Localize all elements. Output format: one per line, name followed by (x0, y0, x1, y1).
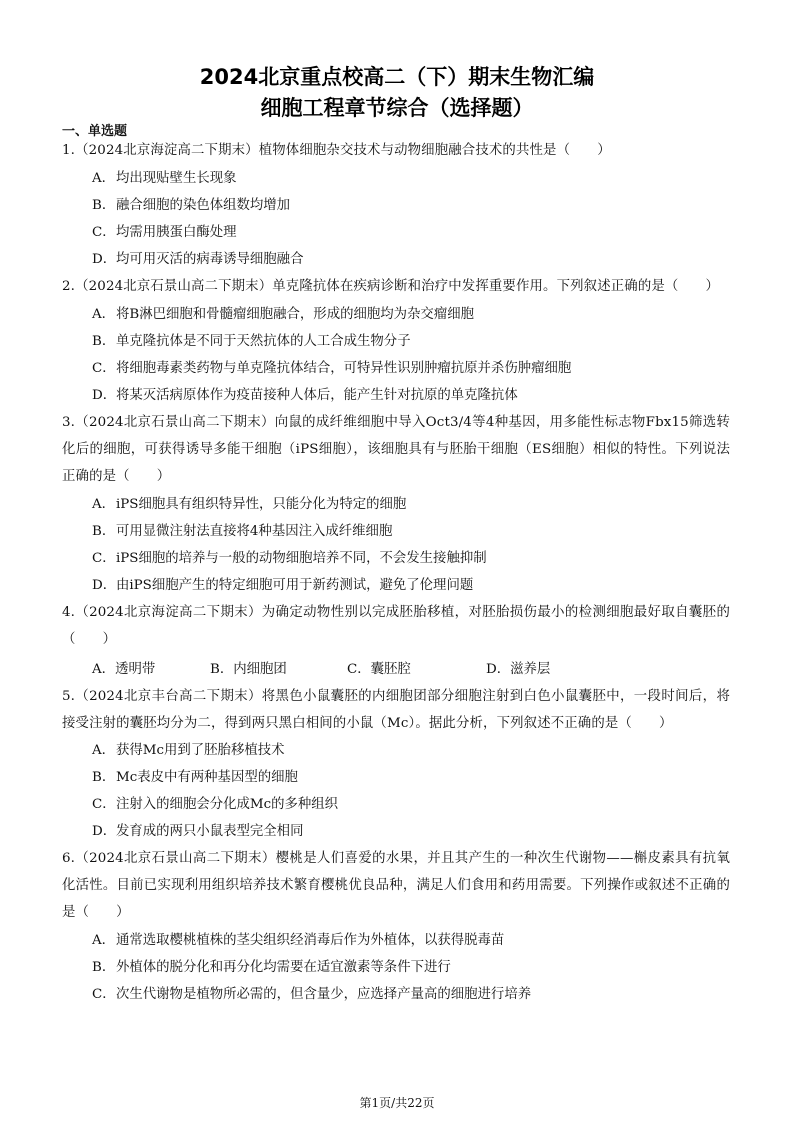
option-label: D． (92, 252, 117, 267)
option-text: 内细胞团 (233, 662, 287, 677)
option-text: 单克隆抗体是不同于天然抗体的人工合成生物分子 (116, 334, 411, 349)
option-text: 将B淋巴细胞和骨髓瘤细胞融合，形成的细胞均为杂交瘤细胞 (116, 307, 474, 322)
option-label: D． (92, 824, 117, 839)
option-text: 可用显微注射法直接将4种基因注入成纤维细胞 (116, 524, 393, 539)
question-3-option-b (92, 522, 732, 542)
question-5-stem: 5.（2024北京丰台高二下期末）将黑色小鼠囊胚的内细胞团部分细胞注射到白色小鼠囊胚中，一段时间后，将接受注射的囊胚均分为二，得到两只黑白相间的小鼠（Mc）。据此分析，下列叙述不正确的是（ ） (62, 689, 730, 731)
option-text: 由iPS细胞产生的特定细胞可用于新药测试，避免了伦理问题 (116, 578, 474, 593)
option-label: B． (210, 662, 234, 677)
question-5-option-b (92, 768, 732, 788)
option-label: A． (92, 743, 116, 758)
option-text: 次生代谢物是植物所必需的，但含量少，应选择产量高的细胞进行培养 (116, 987, 532, 1002)
option-text: 均出现贴壁生长现象 (116, 171, 237, 186)
question-1-stem: 1.（2024北京海淀高二下期末）植物体细胞杂交技术与动物细胞融合技术的共性是（ ） (62, 143, 611, 158)
option-text: 获得Mc用到了胚胎移植技术 (116, 743, 285, 758)
option-label: B． (92, 524, 116, 539)
option-label: A． (92, 497, 116, 512)
question-4-option-b (210, 660, 287, 680)
option-label: C． (92, 797, 116, 812)
question-2-option-c (92, 359, 732, 379)
option-label: A． (92, 662, 116, 677)
option-text: 将细胞毒素类药物与单克隆抗体结合，可特异性识别肿瘤抗原并杀伤肿瘤细胞 (116, 361, 572, 376)
option-text: 均可用灭活的病毒诱导细胞融合 (116, 252, 304, 267)
option-text: iPS细胞具有组织特异性，只能分化为特定的细胞 (116, 497, 407, 512)
document-title: 2024北京重点校高二（下）期末生物汇编 (199, 65, 595, 89)
option-label: C． (92, 361, 116, 376)
section-heading: 一、单选题 (62, 124, 128, 139)
option-text: 发育成的两只小鼠表型完全相同 (116, 824, 304, 839)
option-text: 均需用胰蛋白酶处理 (116, 225, 237, 240)
option-label: D． (92, 388, 117, 403)
document-subtitle: 细胞工程章节综合（选择题） (260, 96, 534, 120)
page-number: 第1页/共22页 (359, 1096, 435, 1110)
question-2-option-a (92, 305, 732, 325)
option-text: 注射入的细胞会分化成Mc的多种组织 (116, 797, 339, 812)
option-text: Mc表皮中有两种基因型的细胞 (116, 770, 298, 785)
question-3-option-c (92, 549, 732, 569)
option-text: 外植体的脱分化和再分化均需要在适宜激素等条件下进行 (116, 960, 451, 975)
question-4-option-c (347, 660, 411, 680)
option-label: D． (92, 578, 117, 593)
question-4-stem: 4.（2024北京海淀高二下期末）为确定动物性别以完成胚胎移植，对胚胎损伤最小的检测细胞最好取自囊胚的（ ） (62, 605, 730, 647)
option-label: B． (92, 334, 116, 349)
question-6-stem: 6.（2024北京石景山高二下期末）樱桃是人们喜爱的水果，并且其产生的一种次生代谢物——槲皮素具有抗氧化活性。目前已实现利用组织培养技术繁育樱桃优良品种，满足人们食用和药用需要。下列操作或叙述不正确的是（ ） (62, 851, 730, 920)
question-2-option-d (92, 386, 732, 406)
option-text: iPS细胞的培养与一般的动物细胞培养不同，不会发生接触抑制 (116, 551, 487, 566)
question-4-option-d (486, 660, 550, 680)
option-label: B． (92, 960, 116, 975)
question-1-option-d (92, 250, 732, 270)
option-label: C． (92, 225, 116, 240)
option-text: 融合细胞的染色体组数均增加 (116, 198, 291, 213)
option-text: 滋养层 (510, 662, 551, 677)
question-2-stem: 2.（2024北京石景山高二下期末）单克隆抗体在疾病诊断和治疗中发挥重要作用。下列叙述正确的是（ ） (62, 279, 720, 294)
question-5-option-d (92, 822, 732, 842)
question-3-option-d (92, 576, 732, 596)
question-4-option-a (92, 660, 155, 680)
question-1-option-b (92, 196, 732, 216)
option-label: C． (92, 551, 116, 566)
question-6-option-a (92, 931, 732, 951)
question-2-option-b (92, 332, 732, 352)
option-label: A． (92, 307, 116, 322)
question-3-stem: 3.（2024北京石景山高二下期末）向鼠的成纤维细胞中导入Oct3/4等4种基因，用多能性标志物Fbx15筛选转化后的细胞，可获得诱导多能干细胞（iPS细胞），该细胞具有与胚胎干细胞（ES细胞）相似的特性。下列说法正确的是（ ） (62, 415, 730, 484)
question-6-option-b (92, 958, 732, 978)
question-5-option-a (92, 741, 732, 761)
option-label: B． (92, 770, 116, 785)
option-text: 囊胚腔 (370, 662, 411, 677)
question-3-option-a (92, 495, 732, 515)
option-label: A． (92, 171, 116, 186)
question-1-option-c (92, 223, 732, 243)
question-6-option-c (92, 985, 732, 1005)
option-label: A． (92, 933, 116, 948)
option-label: C． (347, 662, 371, 677)
question-1-option-a (92, 169, 732, 189)
option-label: D． (486, 662, 511, 677)
option-label: C． (92, 987, 116, 1002)
option-text: 透明带 (115, 662, 156, 677)
option-text: 通常选取樱桃植株的茎尖组织经消毒后作为外植体，以获得脱毒苗 (116, 933, 505, 948)
question-5-option-c (92, 795, 732, 815)
option-text: 将某灭活病原体作为疫苗接种人体后，能产生针对抗原的单克隆抗体 (116, 388, 518, 403)
option-label: B． (92, 198, 116, 213)
